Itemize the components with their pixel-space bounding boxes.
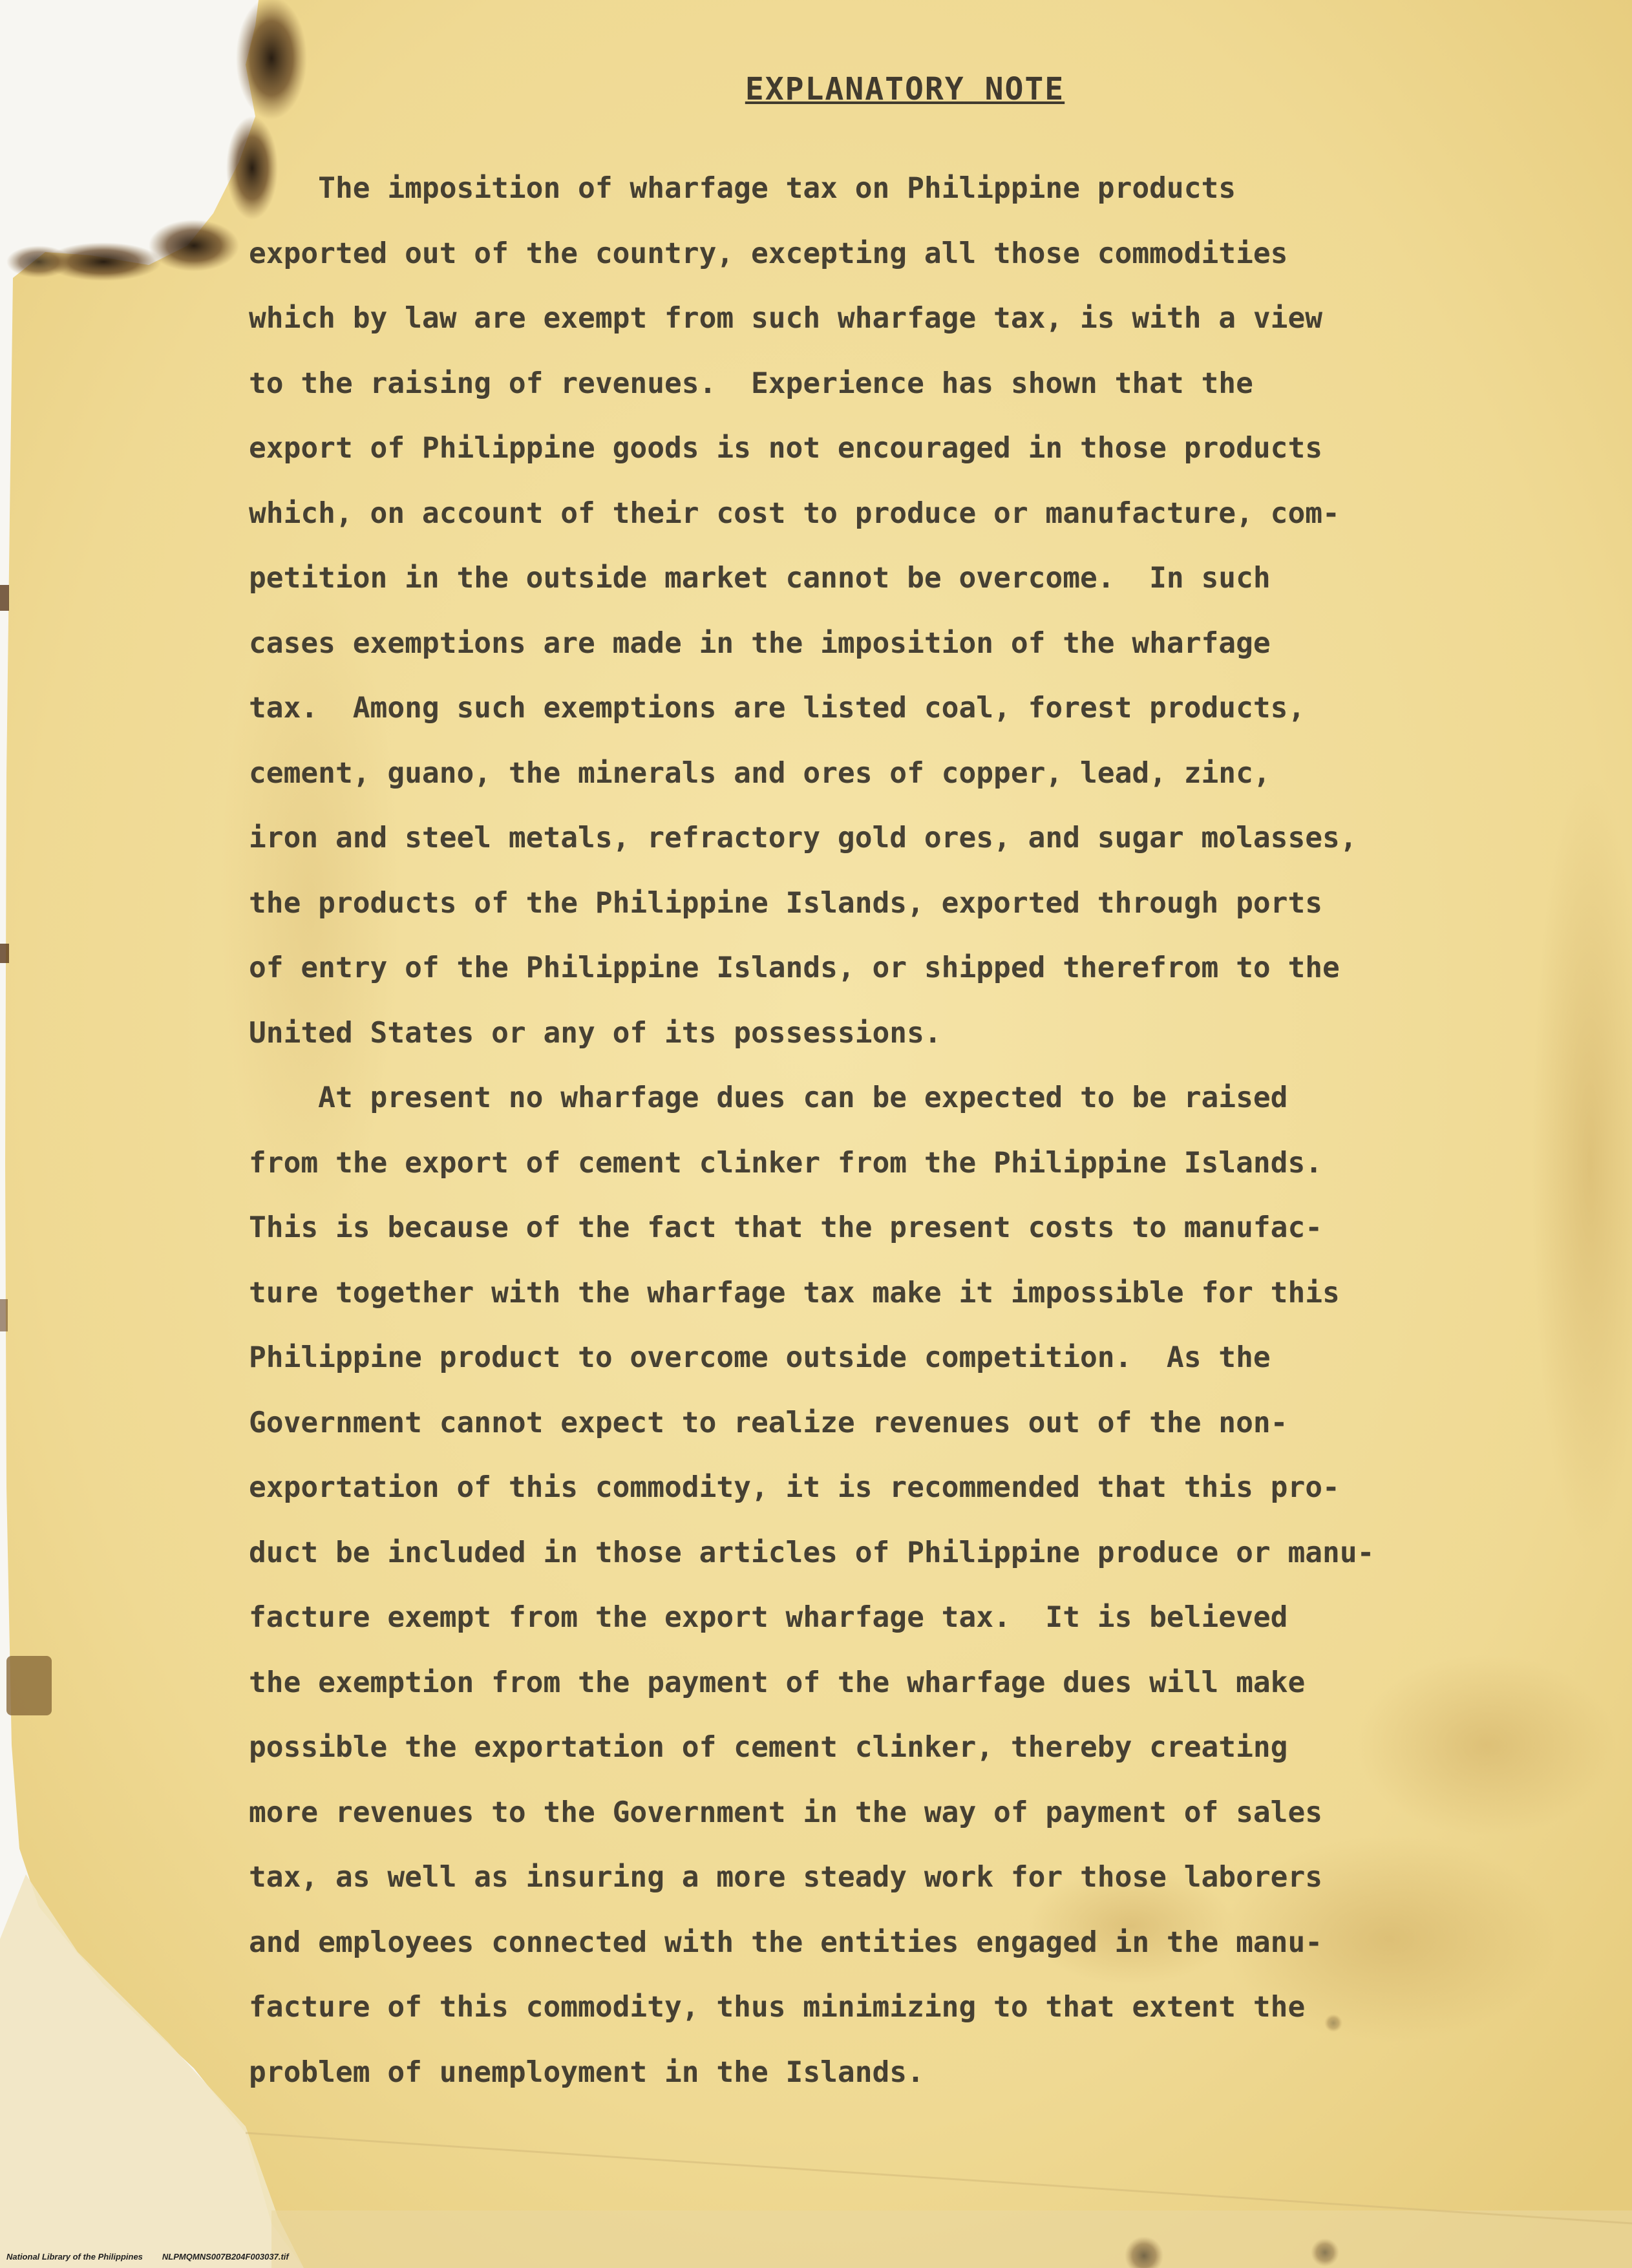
text-line: duct be included in those articles of Philippine produce or manu- bbox=[249, 1536, 1375, 1569]
document-title: EXPLANATORY NOTE bbox=[745, 71, 1065, 107]
text-line: to the raising of revenues. Experience has shown that the bbox=[249, 366, 1253, 400]
footer-institution: National Library of the Philippines bbox=[6, 2252, 143, 2262]
text-line: cement, guano, the minerals and ores of copper, lead, zinc, bbox=[249, 756, 1271, 790]
document-body bbox=[249, 71, 1535, 2105]
text-line: This is because of the fact that the present costs to manufac- bbox=[249, 1211, 1323, 1244]
text-line: problem of unemployment in the Islands. bbox=[249, 2055, 924, 2089]
text-line: The imposition of wharfage tax on Philippine products bbox=[249, 172, 1236, 205]
text-line: Government cannot expect to realize revenues out of the non- bbox=[249, 1406, 1288, 1439]
text-line: United States or any of its possessions. bbox=[249, 1016, 942, 1050]
text-line: tax, as well as insuring a more steady work for those laborers bbox=[249, 1861, 1323, 1894]
text-line: the exemption from the payment of the wharfage dues will make bbox=[249, 1666, 1306, 1699]
text-line: tax. Among such exemptions are listed coal, forest products, bbox=[249, 692, 1306, 725]
text-line: Philippine product to overcome outside competition. As the bbox=[249, 1341, 1271, 1374]
text-line: more revenues to the Government in the way of payment of sales bbox=[249, 1796, 1323, 1829]
text-line: facture exempt from the export wharfage tax. It is believed bbox=[249, 1601, 1288, 1634]
text-line: from the export of cement clinker from the Philippine Islands. bbox=[249, 1146, 1323, 1180]
text-line: iron and steel metals, refractory gold ores, and sugar molasses, bbox=[249, 821, 1357, 854]
text-line: which, on account of their cost to produce or manufacture, com- bbox=[249, 496, 1340, 530]
text-line: facture of this commodity, thus minimizing to that extent the bbox=[249, 1991, 1306, 2024]
paragraph-2 bbox=[249, 1066, 1535, 2105]
text-line: possible the exportation of cement clinker, thereby creating bbox=[249, 1731, 1288, 1764]
scan-footer bbox=[6, 2252, 308, 2262]
text-line: cases exemptions are made in the imposition of the wharfage bbox=[249, 626, 1271, 660]
text-line: export of Philippine goods is not encouraged in those products bbox=[249, 432, 1323, 465]
text-line: petition in the outside market cannot be overcome. In such bbox=[249, 562, 1271, 595]
text-line: and employees connected with the entities engaged in the manu- bbox=[249, 1925, 1323, 1959]
text-line: the products of the Philippine Islands, exported through ports bbox=[249, 886, 1323, 920]
text-line: exportation of this commodity, it is recommended that this pro- bbox=[249, 1471, 1340, 1504]
text-line: ture together with the wharfage tax make it impossible for this bbox=[249, 1276, 1340, 1309]
text-line: At present no wharfage dues can be expected to be raised bbox=[249, 1081, 1288, 1114]
text-line: exported out of the country, excepting all those commodities bbox=[249, 237, 1288, 270]
footer-file-id: NLPMQMNS007B204F003037.tif bbox=[162, 2252, 289, 2262]
paragraph-1 bbox=[249, 156, 1535, 1066]
text-line: of entry of the Philippine Islands, or shipped therefrom to the bbox=[249, 951, 1340, 984]
text-line: which by law are exempt from such wharfage tax, is with a view bbox=[249, 302, 1323, 335]
